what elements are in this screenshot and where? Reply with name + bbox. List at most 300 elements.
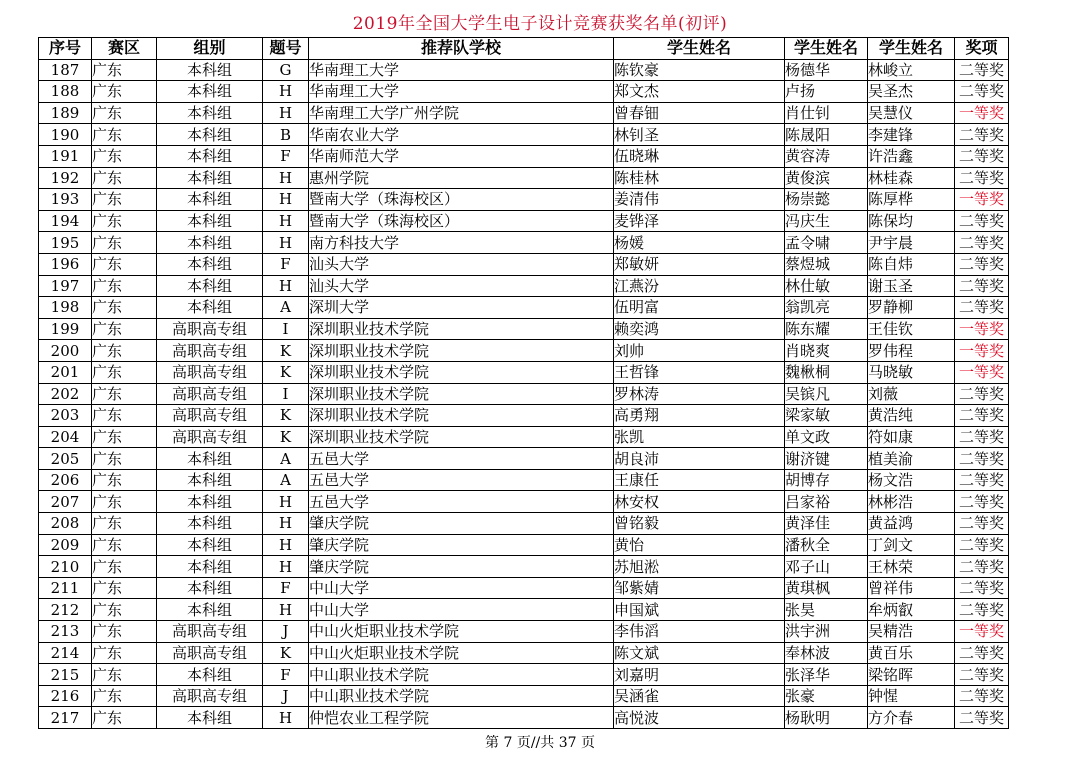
row-student-1: 黄怡 — [614, 534, 785, 556]
row-award: 二等奖 — [955, 167, 1009, 189]
row-student-2: 邓子山 — [785, 556, 868, 578]
row-award: 二等奖 — [955, 145, 1009, 167]
row-student-1: 姜清伟 — [614, 189, 785, 211]
row-group: 本科组 — [157, 189, 263, 211]
row-problem: G — [263, 59, 309, 81]
row-index: 211 — [39, 577, 92, 599]
row-region: 广东 — [92, 59, 157, 81]
row-student-3: 丁剑文 — [868, 534, 955, 556]
row-problem: F — [263, 253, 309, 275]
row-problem: K — [263, 642, 309, 664]
row-award: 一等奖 — [955, 340, 1009, 362]
row-award: 二等奖 — [955, 577, 1009, 599]
row-school: 深圳职业技术学院 — [309, 426, 614, 448]
row-problem: A — [263, 469, 309, 491]
row-school: 深圳大学 — [309, 297, 614, 319]
row-school: 华南农业大学 — [309, 124, 614, 146]
header-region: 赛区 — [92, 38, 157, 60]
row-student-2: 黄容涛 — [785, 145, 868, 167]
row-award: 二等奖 — [955, 491, 1009, 513]
row-region: 广东 — [92, 685, 157, 707]
table-row — [39, 556, 1009, 578]
row-group: 本科组 — [157, 297, 263, 319]
row-region: 广东 — [92, 513, 157, 535]
row-group: 本科组 — [157, 275, 263, 297]
row-student-3: 罗静柳 — [868, 297, 955, 319]
table-row — [39, 318, 1009, 340]
row-region: 广东 — [92, 405, 157, 427]
row-student-2: 奉林波 — [785, 642, 868, 664]
table-header-row — [39, 38, 1009, 60]
row-student-3: 李建锋 — [868, 124, 955, 146]
row-student-3: 黄浩纯 — [868, 405, 955, 427]
row-region: 广东 — [92, 664, 157, 686]
row-region: 广东 — [92, 210, 157, 232]
row-school: 五邑大学 — [309, 448, 614, 470]
row-problem: H — [263, 599, 309, 621]
row-school: 深圳职业技术学院 — [309, 318, 614, 340]
row-group: 本科组 — [157, 167, 263, 189]
row-student-1: 曾铭毅 — [614, 513, 785, 535]
table-row — [39, 145, 1009, 167]
row-student-3: 许浩鑫 — [868, 145, 955, 167]
row-award: 二等奖 — [955, 59, 1009, 81]
table-row — [39, 102, 1009, 124]
row-student-1: 郑敏妍 — [614, 253, 785, 275]
row-school: 暨南大学（珠海校区） — [309, 189, 614, 211]
row-school: 中山大学 — [309, 577, 614, 599]
row-region: 广东 — [92, 102, 157, 124]
table-row — [39, 577, 1009, 599]
row-student-2: 陈晟阳 — [785, 124, 868, 146]
row-student-1: 赖奕鸿 — [614, 318, 785, 340]
row-problem: I — [263, 318, 309, 340]
row-problem: J — [263, 621, 309, 643]
row-index: 215 — [39, 664, 92, 686]
row-school: 中山火炬职业技术学院 — [309, 642, 614, 664]
row-student-3: 吴圣杰 — [868, 81, 955, 103]
row-group: 本科组 — [157, 577, 263, 599]
table-row — [39, 253, 1009, 275]
row-region: 广东 — [92, 253, 157, 275]
row-student-3: 植美渝 — [868, 448, 955, 470]
row-award: 二等奖 — [955, 124, 1009, 146]
row-student-1: 张凯 — [614, 426, 785, 448]
row-student-2: 杨崇懿 — [785, 189, 868, 211]
row-problem: J — [263, 685, 309, 707]
row-index: 198 — [39, 297, 92, 319]
row-index: 203 — [39, 405, 92, 427]
awards-table — [38, 37, 1009, 729]
row-index: 201 — [39, 361, 92, 383]
row-student-3: 吴慧仪 — [868, 102, 955, 124]
row-student-1: 林安权 — [614, 491, 785, 513]
row-school: 肇庆学院 — [309, 513, 614, 535]
row-problem: H — [263, 491, 309, 513]
row-index: 191 — [39, 145, 92, 167]
row-region: 广东 — [92, 707, 157, 729]
table-row — [39, 664, 1009, 686]
row-problem: F — [263, 145, 309, 167]
header-student-1: 学生姓名 — [614, 38, 785, 60]
row-group: 本科组 — [157, 534, 263, 556]
row-index: 214 — [39, 642, 92, 664]
row-award: 二等奖 — [955, 556, 1009, 578]
row-student-2: 肖晓爽 — [785, 340, 868, 362]
row-student-2: 张泽华 — [785, 664, 868, 686]
row-award: 二等奖 — [955, 642, 1009, 664]
row-problem: H — [263, 513, 309, 535]
row-student-1: 杨媛 — [614, 232, 785, 254]
table-row — [39, 189, 1009, 211]
row-student-3: 黄百乐 — [868, 642, 955, 664]
row-index: 213 — [39, 621, 92, 643]
header-school: 推荐队学校 — [309, 38, 614, 60]
row-group: 高职高专组 — [157, 318, 263, 340]
row-student-2: 张豪 — [785, 685, 868, 707]
table-row — [39, 513, 1009, 535]
row-region: 广东 — [92, 621, 157, 643]
row-school: 暨南大学（珠海校区） — [309, 210, 614, 232]
row-award: 二等奖 — [955, 513, 1009, 535]
row-award: 一等奖 — [955, 621, 1009, 643]
row-student-2: 黄俊滨 — [785, 167, 868, 189]
row-region: 广东 — [92, 167, 157, 189]
row-student-1: 申国斌 — [614, 599, 785, 621]
row-index: 199 — [39, 318, 92, 340]
table-row — [39, 232, 1009, 254]
row-student-1: 陈钦豪 — [614, 59, 785, 81]
row-student-2: 林仕敏 — [785, 275, 868, 297]
row-index: 187 — [39, 59, 92, 81]
row-problem: A — [263, 448, 309, 470]
row-index: 200 — [39, 340, 92, 362]
table-row — [39, 361, 1009, 383]
row-region: 广东 — [92, 491, 157, 513]
row-problem: H — [263, 189, 309, 211]
row-award: 二等奖 — [955, 275, 1009, 297]
row-student-3: 曾祥伟 — [868, 577, 955, 599]
row-group: 本科组 — [157, 232, 263, 254]
row-index: 209 — [39, 534, 92, 556]
row-group: 本科组 — [157, 253, 263, 275]
row-problem: H — [263, 707, 309, 729]
row-award: 二等奖 — [955, 685, 1009, 707]
row-region: 广东 — [92, 145, 157, 167]
row-group: 高职高专组 — [157, 426, 263, 448]
row-school: 华南理工大学广州学院 — [309, 102, 614, 124]
row-student-2: 黄泽佳 — [785, 513, 868, 535]
row-group: 本科组 — [157, 210, 263, 232]
row-school: 肇庆学院 — [309, 556, 614, 578]
row-student-1: 王哲锋 — [614, 361, 785, 383]
row-problem: H — [263, 102, 309, 124]
table-row — [39, 210, 1009, 232]
row-school: 中山职业技术学院 — [309, 685, 614, 707]
row-student-2: 杨耿明 — [785, 707, 868, 729]
row-student-1: 高悦波 — [614, 707, 785, 729]
row-problem: K — [263, 426, 309, 448]
table-row — [39, 448, 1009, 470]
row-student-2: 卢扬 — [785, 81, 868, 103]
row-index: 217 — [39, 707, 92, 729]
document-title: 2019年全国大学生电子设计竞赛获奖名单(初评) — [352, 14, 728, 34]
row-student-3: 林彬浩 — [868, 491, 955, 513]
row-award: 二等奖 — [955, 297, 1009, 319]
row-student-1: 郑文杰 — [614, 81, 785, 103]
header-award: 奖项 — [955, 38, 1009, 60]
row-problem: F — [263, 664, 309, 686]
row-student-1: 苏旭淞 — [614, 556, 785, 578]
row-award: 二等奖 — [955, 534, 1009, 556]
row-school: 南方科技大学 — [309, 232, 614, 254]
row-group: 本科组 — [157, 491, 263, 513]
row-index: 197 — [39, 275, 92, 297]
table-row — [39, 685, 1009, 707]
row-student-1: 陈桂林 — [614, 167, 785, 189]
row-problem: K — [263, 340, 309, 362]
row-student-3: 王佳钦 — [868, 318, 955, 340]
row-problem: H — [263, 232, 309, 254]
row-group: 本科组 — [157, 513, 263, 535]
row-award: 二等奖 — [955, 383, 1009, 405]
row-student-1: 刘帅 — [614, 340, 785, 362]
row-group: 高职高专组 — [157, 685, 263, 707]
row-group: 高职高专组 — [157, 383, 263, 405]
row-student-3: 林桂森 — [868, 167, 955, 189]
row-problem: B — [263, 124, 309, 146]
row-student-3: 牟炳叡 — [868, 599, 955, 621]
row-student-3: 钟惺 — [868, 685, 955, 707]
row-school: 华南理工大学 — [309, 81, 614, 103]
row-index: 189 — [39, 102, 92, 124]
row-group: 本科组 — [157, 469, 263, 491]
row-student-1: 江燕汾 — [614, 275, 785, 297]
row-school: 华南理工大学 — [309, 59, 614, 81]
row-student-2: 张昊 — [785, 599, 868, 621]
row-problem: H — [263, 210, 309, 232]
row-region: 广东 — [92, 642, 157, 664]
header-student-3: 学生姓名 — [868, 38, 955, 60]
row-region: 广东 — [92, 232, 157, 254]
row-student-3: 方介春 — [868, 707, 955, 729]
row-region: 广东 — [92, 448, 157, 470]
row-student-1: 王康任 — [614, 469, 785, 491]
row-student-3: 马晓敏 — [868, 361, 955, 383]
row-student-1: 刘嘉明 — [614, 664, 785, 686]
row-award: 二等奖 — [955, 405, 1009, 427]
row-problem: A — [263, 297, 309, 319]
row-group: 高职高专组 — [157, 361, 263, 383]
row-student-1: 陈文斌 — [614, 642, 785, 664]
row-school: 深圳职业技术学院 — [309, 405, 614, 427]
row-index: 190 — [39, 124, 92, 146]
table-row — [39, 469, 1009, 491]
row-problem: H — [263, 81, 309, 103]
row-group: 本科组 — [157, 556, 263, 578]
row-student-3: 陈厚桦 — [868, 189, 955, 211]
row-award: 一等奖 — [955, 361, 1009, 383]
row-group: 本科组 — [157, 599, 263, 621]
row-problem: K — [263, 405, 309, 427]
row-student-2: 潘秋全 — [785, 534, 868, 556]
row-student-1: 曾春钿 — [614, 102, 785, 124]
row-student-3: 罗伟程 — [868, 340, 955, 362]
row-region: 广东 — [92, 534, 157, 556]
row-award: 二等奖 — [955, 448, 1009, 470]
row-student-1: 高勇翔 — [614, 405, 785, 427]
row-student-1: 林钊圣 — [614, 124, 785, 146]
row-student-2: 黄琪枫 — [785, 577, 868, 599]
row-student-2: 冯庆生 — [785, 210, 868, 232]
row-region: 广东 — [92, 124, 157, 146]
row-index: 207 — [39, 491, 92, 513]
row-student-3: 杨文浩 — [868, 469, 955, 491]
page-footer: 第 7 页//共 37 页 — [485, 735, 595, 751]
row-award: 二等奖 — [955, 469, 1009, 491]
row-problem: K — [263, 361, 309, 383]
row-region: 广东 — [92, 318, 157, 340]
table-body — [39, 59, 1009, 728]
table-row — [39, 405, 1009, 427]
row-region: 广东 — [92, 361, 157, 383]
row-index: 216 — [39, 685, 92, 707]
row-student-3: 梁铭晖 — [868, 664, 955, 686]
row-region: 广东 — [92, 275, 157, 297]
row-award: 一等奖 — [955, 189, 1009, 211]
row-student-3: 王林荣 — [868, 556, 955, 578]
table-row — [39, 124, 1009, 146]
row-region: 广东 — [92, 469, 157, 491]
row-index: 210 — [39, 556, 92, 578]
table-row — [39, 707, 1009, 729]
row-student-2: 肖仕钊 — [785, 102, 868, 124]
row-problem: H — [263, 534, 309, 556]
row-student-2: 谢济键 — [785, 448, 868, 470]
table-row — [39, 59, 1009, 81]
row-student-2: 陈东耀 — [785, 318, 868, 340]
row-award: 二等奖 — [955, 664, 1009, 686]
row-group: 高职高专组 — [157, 642, 263, 664]
header-student-2: 学生姓名 — [785, 38, 868, 60]
row-student-1: 李伟滔 — [614, 621, 785, 643]
row-school: 汕头大学 — [309, 253, 614, 275]
row-school: 惠州学院 — [309, 167, 614, 189]
row-award: 二等奖 — [955, 81, 1009, 103]
header-group: 组别 — [157, 38, 263, 60]
row-student-1: 罗林涛 — [614, 383, 785, 405]
row-award: 二等奖 — [955, 426, 1009, 448]
row-index: 206 — [39, 469, 92, 491]
row-region: 广东 — [92, 340, 157, 362]
row-student-2: 梁家敏 — [785, 405, 868, 427]
table-row — [39, 491, 1009, 513]
row-award: 二等奖 — [955, 707, 1009, 729]
row-student-2: 翁凯亮 — [785, 297, 868, 319]
row-award: 一等奖 — [955, 102, 1009, 124]
row-student-3: 尹宇晨 — [868, 232, 955, 254]
row-school: 中山职业技术学院 — [309, 664, 614, 686]
row-group: 本科组 — [157, 707, 263, 729]
row-school: 深圳职业技术学院 — [309, 340, 614, 362]
row-group: 高职高专组 — [157, 340, 263, 362]
row-index: 196 — [39, 253, 92, 275]
table-row — [39, 599, 1009, 621]
row-region: 广东 — [92, 81, 157, 103]
row-index: 192 — [39, 167, 92, 189]
row-award: 一等奖 — [955, 318, 1009, 340]
table-row — [39, 81, 1009, 103]
row-index: 195 — [39, 232, 92, 254]
table-row — [39, 642, 1009, 664]
row-student-2: 蔡煜城 — [785, 253, 868, 275]
row-region: 广东 — [92, 189, 157, 211]
row-award: 二等奖 — [955, 210, 1009, 232]
row-problem: H — [263, 275, 309, 297]
row-student-3: 林峻立 — [868, 59, 955, 81]
row-student-3: 谢玉圣 — [868, 275, 955, 297]
row-school: 深圳职业技术学院 — [309, 361, 614, 383]
row-student-3: 陈保均 — [868, 210, 955, 232]
row-student-3: 符如康 — [868, 426, 955, 448]
row-index: 188 — [39, 81, 92, 103]
row-school: 中山大学 — [309, 599, 614, 621]
row-problem: H — [263, 167, 309, 189]
header-index: 序号 — [39, 38, 92, 60]
row-region: 广东 — [92, 577, 157, 599]
row-group: 本科组 — [157, 145, 263, 167]
row-student-1: 邹紫婧 — [614, 577, 785, 599]
row-group: 高职高专组 — [157, 621, 263, 643]
row-student-2: 孟令啸 — [785, 232, 868, 254]
row-index: 194 — [39, 210, 92, 232]
row-student-2: 单文政 — [785, 426, 868, 448]
table-row — [39, 383, 1009, 405]
table-row — [39, 621, 1009, 643]
row-group: 高职高专组 — [157, 405, 263, 427]
row-student-3: 刘薇 — [868, 383, 955, 405]
row-student-2: 杨德华 — [785, 59, 868, 81]
row-group: 本科组 — [157, 664, 263, 686]
table-row — [39, 426, 1009, 448]
row-student-2: 胡博存 — [785, 469, 868, 491]
row-region: 广东 — [92, 599, 157, 621]
row-index: 204 — [39, 426, 92, 448]
row-student-1: 伍晓琳 — [614, 145, 785, 167]
row-student-2: 魏楸桐 — [785, 361, 868, 383]
row-school: 仲恺农业工程学院 — [309, 707, 614, 729]
row-region: 广东 — [92, 426, 157, 448]
row-region: 广东 — [92, 556, 157, 578]
row-school: 华南师范大学 — [309, 145, 614, 167]
row-student-2: 吴镔凡 — [785, 383, 868, 405]
table-row — [39, 275, 1009, 297]
row-student-3: 陈自炜 — [868, 253, 955, 275]
row-student-1: 麦铧泽 — [614, 210, 785, 232]
row-problem: F — [263, 577, 309, 599]
header-problem: 题号 — [263, 38, 309, 60]
row-group: 本科组 — [157, 448, 263, 470]
row-school: 中山火炬职业技术学院 — [309, 621, 614, 643]
row-group: 本科组 — [157, 81, 263, 103]
row-school: 肇庆学院 — [309, 534, 614, 556]
row-index: 193 — [39, 189, 92, 211]
row-index: 202 — [39, 383, 92, 405]
row-index: 208 — [39, 513, 92, 535]
table-row — [39, 534, 1009, 556]
row-student-2: 吕家裕 — [785, 491, 868, 513]
row-award: 二等奖 — [955, 599, 1009, 621]
